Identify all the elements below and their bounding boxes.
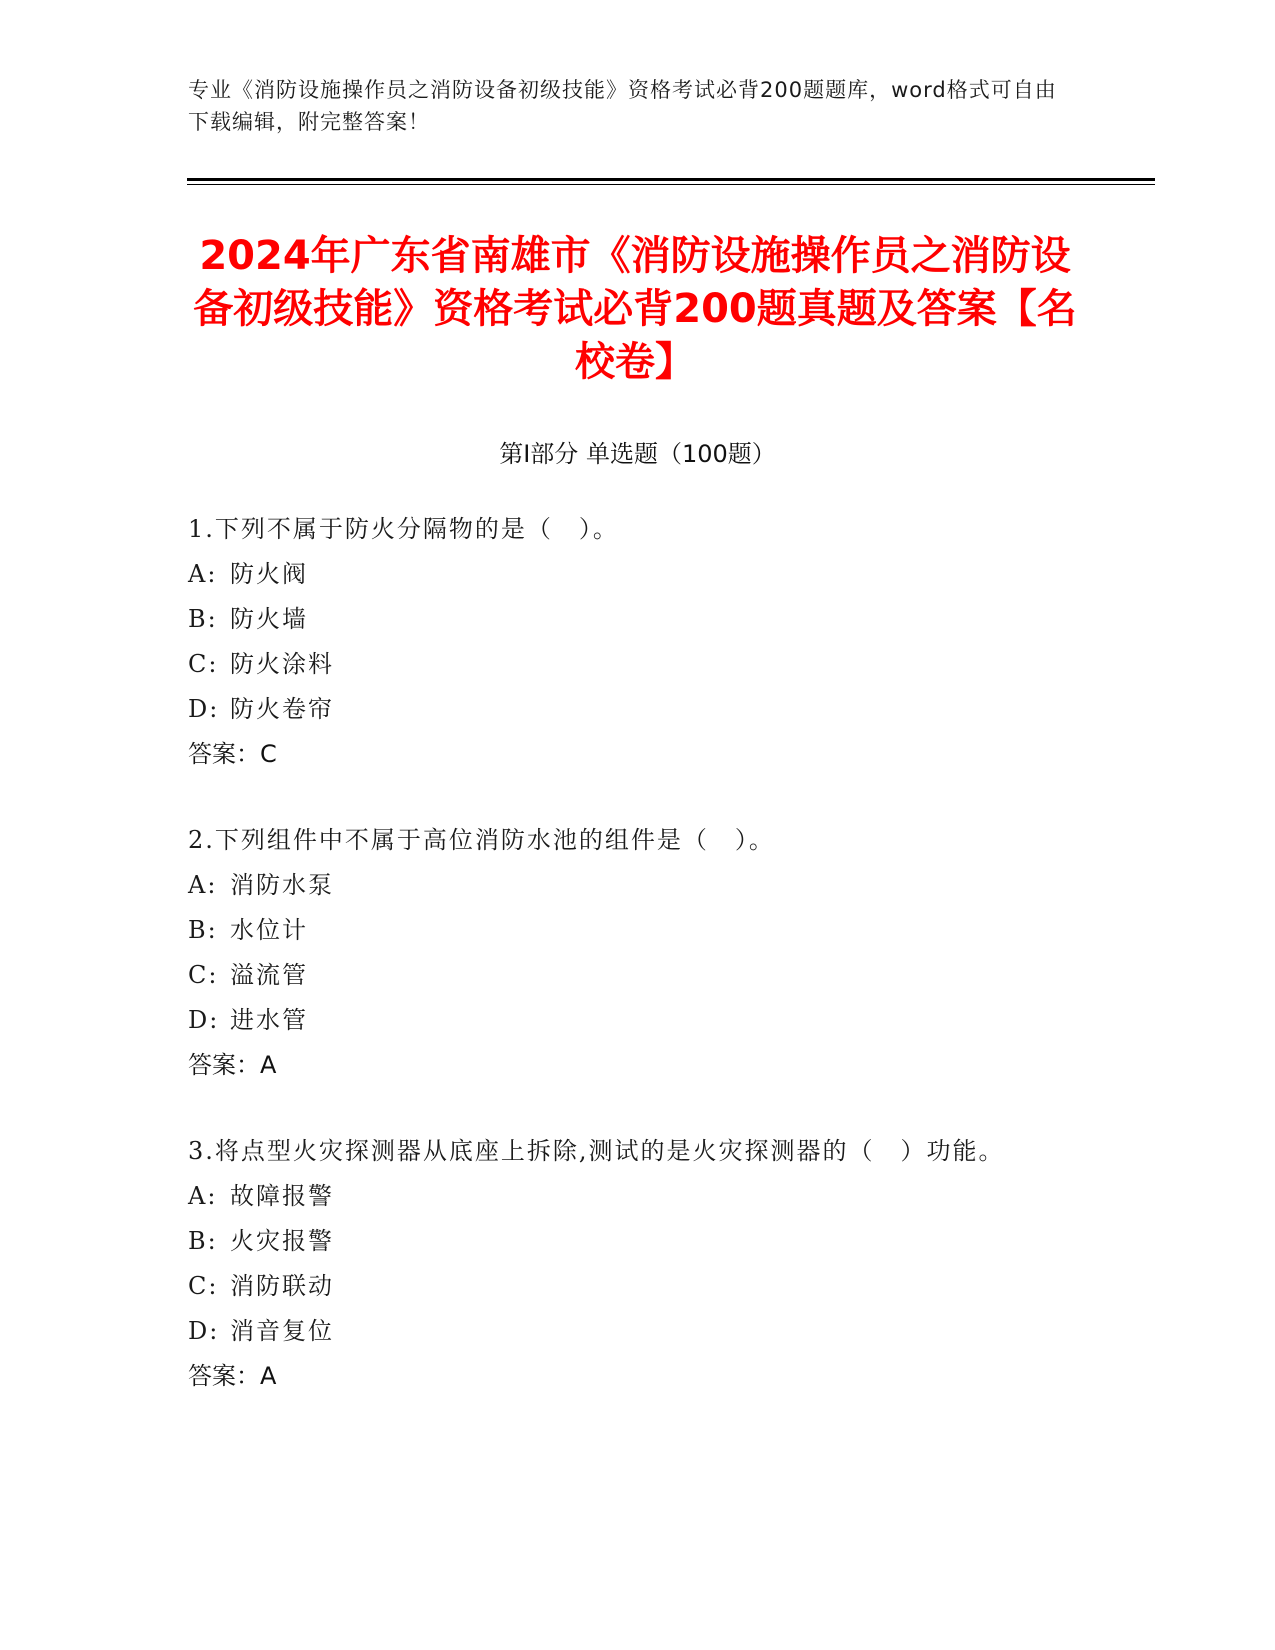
option-a [188, 552, 1088, 597]
option-key: B: [188, 605, 218, 633]
option-key: A: [188, 560, 218, 588]
option-text: 防火阀 [230, 560, 308, 588]
option-c [188, 642, 1088, 687]
option-text: 溢流管 [230, 961, 308, 989]
option-text: 故障报警 [230, 1182, 334, 1210]
option-d [188, 687, 1088, 732]
question-2 [188, 817, 1088, 1088]
document-title: 2024年广东省南雄市《消防设施操作员之消防设备初级技能》资格考试必背200题真题及答案【名校卷】 [193, 233, 1077, 385]
option-key: A: [188, 871, 218, 899]
option-text: 火灾报警 [230, 1227, 334, 1255]
option-a [188, 863, 1088, 908]
option-b [188, 597, 1088, 642]
option-text: 消防水泵 [230, 871, 334, 899]
question-1 [188, 506, 1088, 777]
option-text: 防火涂料 [230, 650, 334, 678]
option-text: 防火墙 [230, 605, 308, 633]
option-key: C: [188, 961, 219, 989]
option-key: C: [188, 650, 219, 678]
option-text: 防火卷帘 [230, 695, 334, 723]
option-key: D: [188, 695, 220, 723]
header-divider-thin [187, 184, 1155, 185]
question-stem: 3.将点型火灾探测器从底座上拆除,测试的是火灾探测器的（ ）功能。 [188, 1137, 1005, 1165]
option-key: D: [188, 1317, 220, 1345]
option-key: C: [188, 1272, 219, 1300]
question-3 [188, 1128, 1088, 1399]
option-c [188, 1264, 1088, 1309]
option-c [188, 953, 1088, 998]
option-text: 消音复位 [230, 1317, 334, 1345]
option-key: B: [188, 1227, 218, 1255]
header-note: 专业《消防设施操作员之消防设备初级技能》资格考试必背200题题库，word格式可自由下载编辑，附完整答案！ [188, 78, 1057, 134]
option-text: 进水管 [230, 1006, 308, 1034]
answer-line: 答案：C [188, 740, 277, 768]
option-text: 消防联动 [230, 1272, 334, 1300]
answer-line: 答案：A [188, 1362, 277, 1390]
option-b [188, 1219, 1088, 1264]
option-a [188, 1174, 1088, 1219]
section-title: 第I部分 单选题（100题） [499, 440, 776, 468]
question-stem: 2.下列组件中不属于高位消防水池的组件是（ ）。 [188, 826, 775, 854]
option-d [188, 1309, 1088, 1354]
header-divider-thick [187, 178, 1155, 181]
option-d [188, 998, 1088, 1043]
option-key: B: [188, 916, 218, 944]
option-key: D: [188, 1006, 220, 1034]
option-b [188, 908, 1088, 953]
option-key: A: [188, 1182, 218, 1210]
question-stem: 1.下列不属于防火分隔物的是（ ）。 [188, 515, 619, 543]
option-text: 水位计 [230, 916, 308, 944]
answer-line: 答案：A [188, 1051, 277, 1079]
